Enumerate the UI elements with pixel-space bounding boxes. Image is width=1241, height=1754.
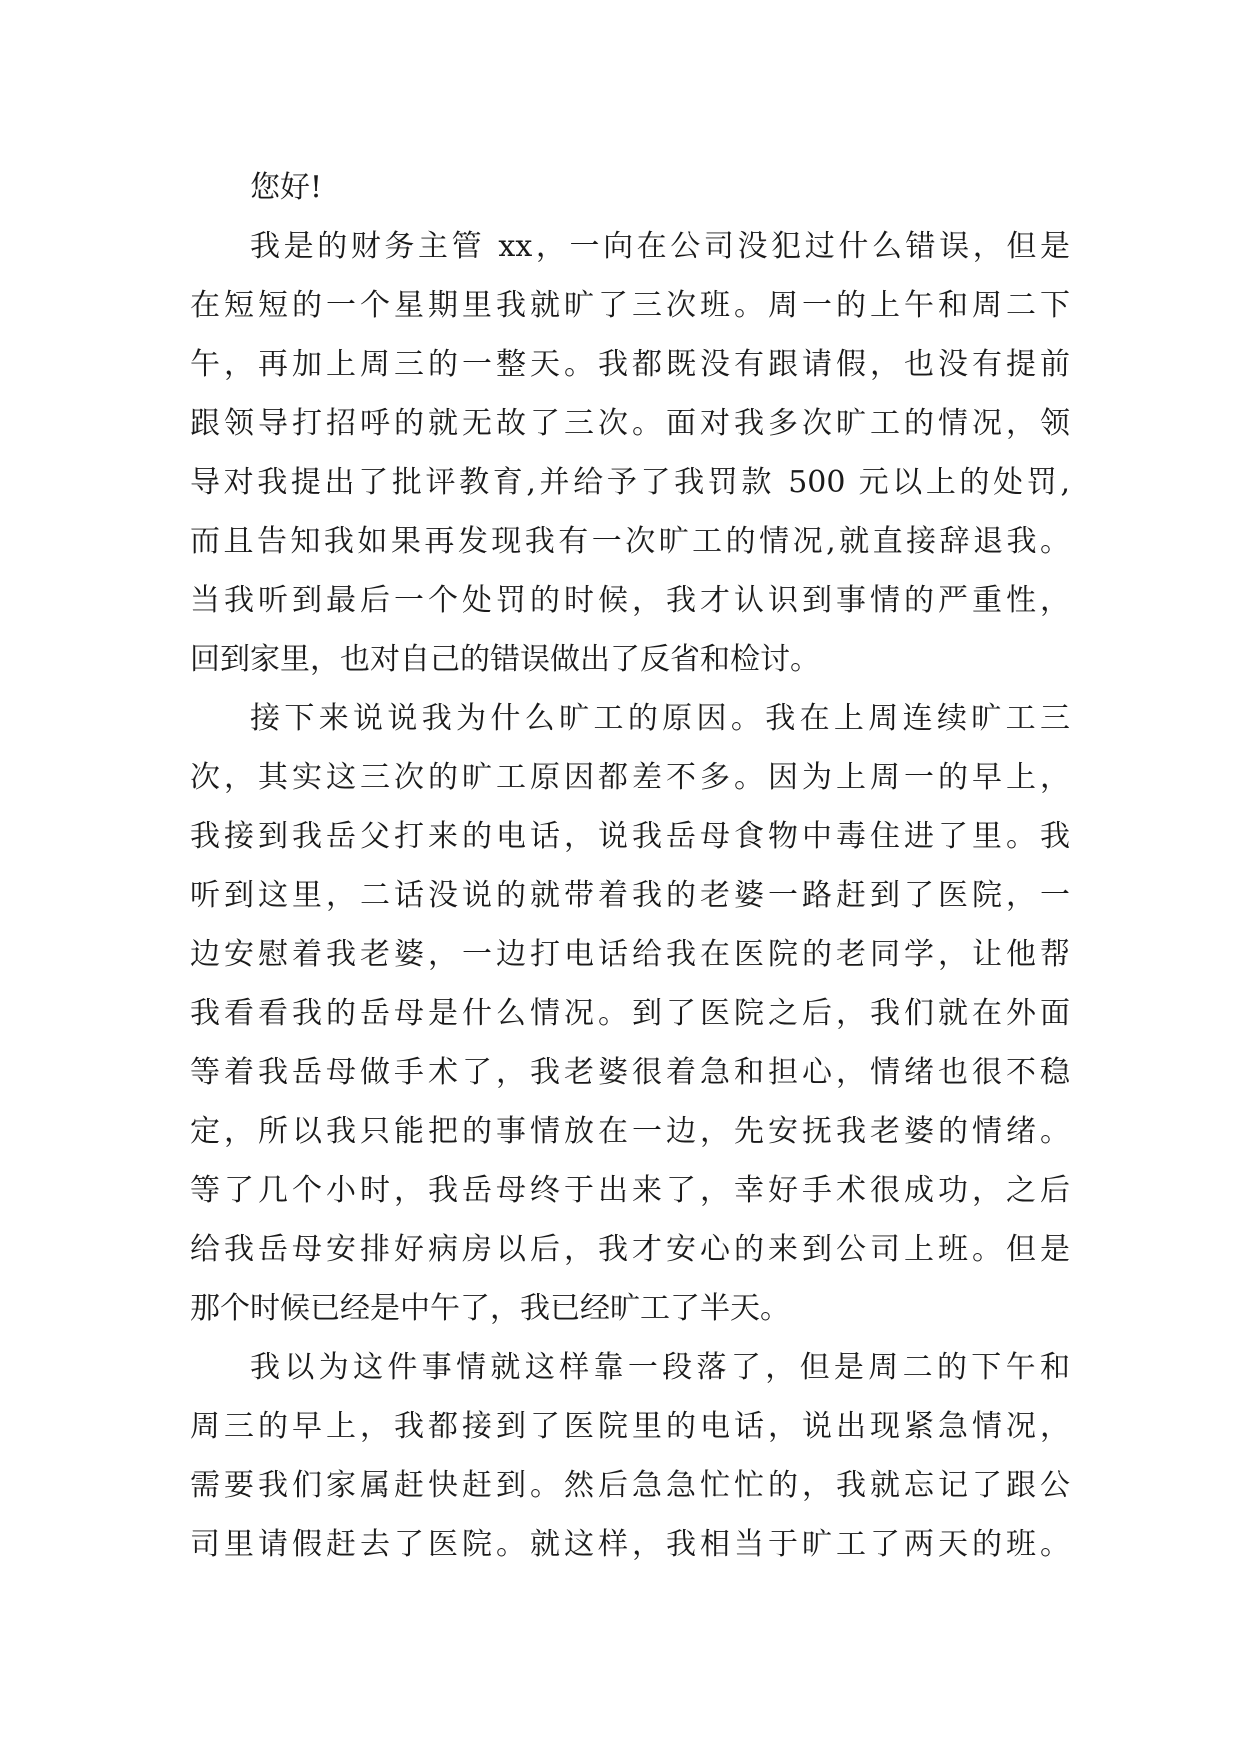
paragraph-line: 给我岳母安排好病房以后，我才安心的来到公司上班。但是: [190, 1232, 1070, 1267]
paragraph-line: 等了几个小时，我岳母终于出来了，幸好手术很成功，之后: [190, 1173, 1070, 1208]
paragraph-line: 当我听到最后一个处罚的时候，我才认识到事情的严重性，: [190, 583, 1070, 618]
paragraph-line: 需要我们家属赶快赶到。然后急急忙忙的，我就忘记了跟公: [190, 1468, 1070, 1503]
greeting: 您好!: [250, 170, 323, 205]
paragraph-line: 午，再加上周三的一整天。我都既没有跟请假，也没有提前: [190, 347, 1070, 382]
paragraph-line: 回到家里，也对自己的错误做出了反省和检讨。: [190, 642, 820, 677]
paragraph-line: 我接到我岳父打来的电话，说我岳母食物中毒住进了里。我: [190, 819, 1070, 854]
paragraph-line: 跟领导打招呼的就无故了三次。面对我多次旷工的情况，领: [190, 406, 1070, 441]
paragraph-line: 我看看我的岳母是什么情况。到了医院之后，我们就在外面: [190, 996, 1070, 1031]
paragraph-line: 周三的早上，我都接到了医院里的电话，说出现紧急情况，: [190, 1409, 1070, 1444]
paragraph-2: [190, 689, 1070, 1338]
paragraph-line: 司里请假赶去了医院。就这样，我相当于旷工了两天的班。: [190, 1527, 1070, 1562]
paragraph-line: 在短短的一个星期里我就旷了三次班。周一的上午和周二下: [190, 288, 1070, 323]
paragraph-line: 定，所以我只能把的事情放在一边，先安抚我老婆的情绪。: [190, 1114, 1070, 1149]
paragraph-3: [190, 1338, 1070, 1574]
paragraph-1: [190, 217, 1070, 689]
paragraph-line: 听到这里，二话没说的就带着我的老婆一路赶到了医院，一: [190, 878, 1070, 913]
paragraph-line: 那个时候已经是中午了，我已经旷工了半天。: [190, 1291, 790, 1326]
letter-body: [190, 158, 1070, 1574]
paragraph-line: 我是的财务主管 xx，一向在公司没犯过什么错误，但是: [250, 229, 1070, 264]
paragraph-line: 我以为这件事情就这样靠一段落了，但是周二的下午和: [250, 1350, 1070, 1385]
paragraph-line: 而且告知我如果再发现我有一次旷工的情况,就直接辞退我。: [190, 524, 1070, 559]
paragraph-line: 接下来说说我为什么旷工的原因。我在上周连续旷工三: [250, 701, 1070, 736]
paragraph-line: 导对我提出了批评教育,并给予了我罚款 500 元以上的处罚,: [190, 465, 1070, 500]
paragraph-line: 边安慰着我老婆，一边打电话给我在医院的老同学，让他帮: [190, 937, 1070, 972]
paragraph-line: 等着我岳母做手术了，我老婆很着急和担心，情绪也很不稳: [190, 1055, 1070, 1090]
paragraph-line: 次，其实这三次的旷工原因都差不多。因为上周一的早上，: [190, 760, 1070, 795]
